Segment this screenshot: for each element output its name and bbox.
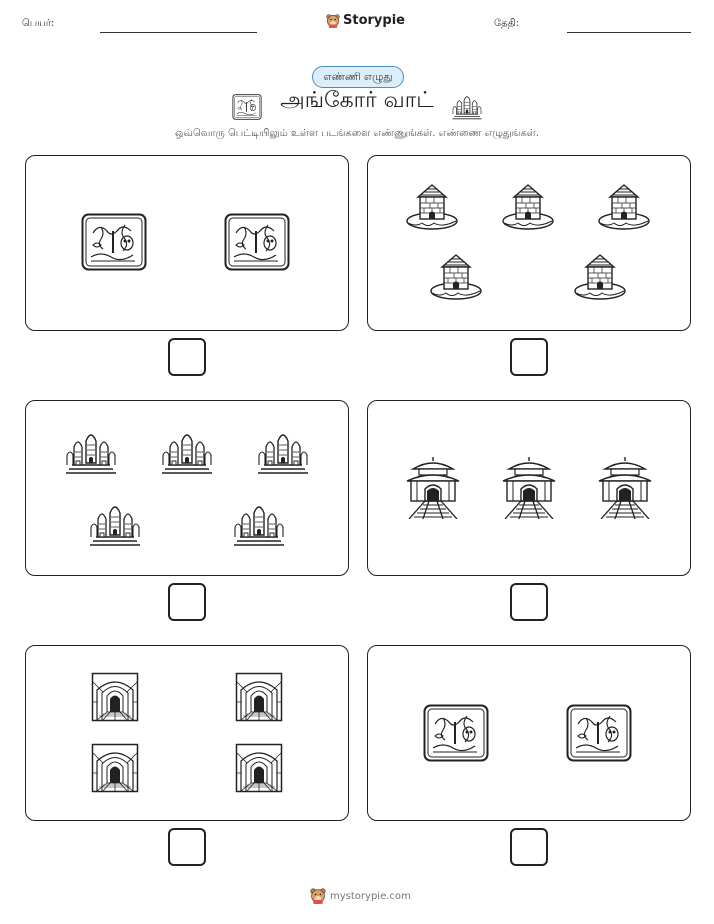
count-box-6	[367, 645, 691, 821]
count-box-5	[25, 645, 349, 821]
angkor-temple-icon	[451, 92, 483, 120]
corridor-icon	[91, 672, 139, 722]
count-box-2	[367, 155, 691, 331]
bear-icon	[326, 14, 340, 28]
carved-panel-icon	[423, 704, 489, 762]
date-label: தேதி:	[494, 18, 520, 29]
brand-logo	[326, 13, 405, 28]
name-line[interactable]	[100, 32, 257, 33]
answer-box-6[interactable]	[510, 828, 548, 866]
answer-box-4[interactable]	[510, 583, 548, 621]
carved-panel-icon	[566, 704, 632, 762]
answer-box-3[interactable]	[168, 583, 206, 621]
instructions: ஒவ்வொரு பெட்டியிலும் உள்ள படங்களை எண்ணுங்கள். எண்ணை எழுதுங்கள்.	[175, 128, 539, 139]
angkor-temple-icon	[160, 427, 214, 475]
page-title: அங்கோர் வாட்	[280, 88, 434, 113]
pagoda-gate-icon	[403, 455, 463, 519]
round-tower-icon	[596, 181, 652, 231]
count-box-1	[25, 155, 349, 331]
angkor-temple-icon	[232, 499, 286, 547]
answer-box-2[interactable]	[510, 338, 548, 376]
angkor-temple-icon	[88, 499, 142, 547]
name-label: பெயர்:	[22, 18, 55, 29]
count-box-3	[25, 400, 349, 576]
activity-badge: எண்ணி எழுது	[312, 66, 404, 88]
round-tower-icon	[428, 251, 484, 301]
pagoda-gate-icon	[499, 455, 559, 519]
round-tower-icon	[572, 251, 628, 301]
corridor-icon	[91, 743, 139, 793]
round-tower-icon	[500, 181, 556, 231]
answer-box-5[interactable]	[168, 828, 206, 866]
round-tower-icon	[404, 181, 460, 231]
corridor-icon	[235, 672, 283, 722]
footer	[310, 888, 411, 904]
footer-url[interactable]: mystorypie.com	[330, 890, 411, 902]
answer-box-1[interactable]	[168, 338, 206, 376]
angkor-temple-icon	[64, 427, 118, 475]
carved-panel-icon	[81, 213, 147, 271]
count-box-4	[367, 400, 691, 576]
angkor-temple-icon	[256, 427, 310, 475]
pagoda-gate-icon	[595, 455, 655, 519]
carved-panel-icon	[224, 213, 290, 271]
date-line[interactable]	[567, 32, 691, 33]
brand-name: Storypie	[343, 13, 405, 28]
bear-icon	[310, 888, 326, 904]
corridor-icon	[235, 743, 283, 793]
